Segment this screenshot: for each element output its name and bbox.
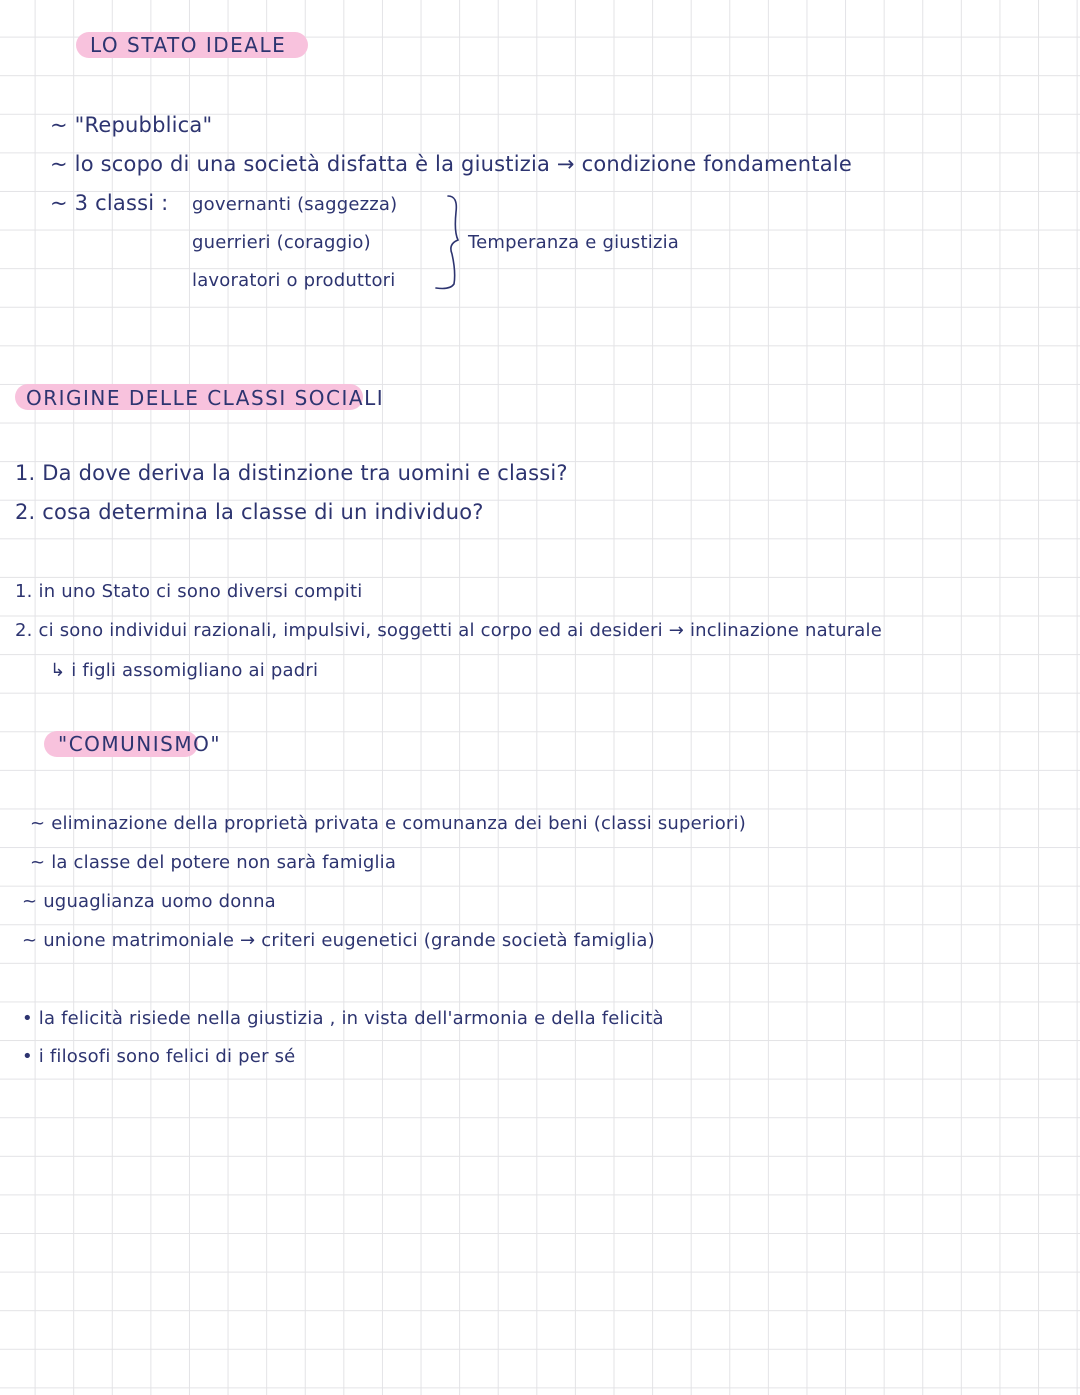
bullet-filosofi: • i filosofi sono felici di per sé: [22, 1046, 296, 1067]
answer-2-sub: ↳ i figli assomigliano ai padri: [50, 660, 319, 681]
heading-origine-classi: ORIGINE DELLE CLASSI SOCIALI: [26, 386, 385, 410]
point-unione-matrimoniale: ~ unione matrimoniale → criteri eugenetici (grande società famiglia): [22, 930, 655, 951]
brace-label-temperanza: Temperanza e giustizia: [468, 232, 680, 253]
class-lavoratori: lavoratori o produttori: [192, 270, 396, 291]
question-1: 1. Da dove deriva la distinzione tra uomini e classi?: [15, 461, 568, 485]
class-guerrieri: guerrieri (coraggio): [192, 232, 371, 253]
curly-brace-icon: [430, 192, 470, 292]
line-tre-classi: ~ 3 classi :: [50, 191, 169, 215]
point-classe-potere: ~ la classe del potere non sarà famiglia: [30, 852, 397, 873]
question-2: 2. cosa determina la classe di un individuo?: [15, 500, 484, 524]
answer-1: 1. in uno Stato ci sono diversi compiti: [15, 581, 363, 602]
bullet-felicita: • la felicità risiede nella giustizia , in vista dell'armonia e della felicità: [22, 1008, 664, 1029]
point-proprieta-privata: ~ eliminazione della proprietà privata e comunanza dei beni (classi superiori): [30, 813, 746, 834]
heading-comunismo: "COMUNISMO": [58, 732, 222, 756]
answer-2: 2. ci sono individui razionali, impulsivi, soggetti al corpo ed ai desideri → inclinazione naturale: [15, 620, 882, 641]
point-uguaglianza: ~ uguaglianza uomo donna: [22, 891, 276, 912]
class-governanti: governanti (saggezza): [192, 194, 398, 215]
line-scopo-giustizia: ~ lo scopo di una società disfatta è la giustizia → condizione fondamentale: [50, 152, 852, 176]
line-repubblica: ~ "Repubblica": [50, 113, 213, 137]
heading-lo-stato-ideale: LO STATO IDEALE: [90, 33, 287, 57]
